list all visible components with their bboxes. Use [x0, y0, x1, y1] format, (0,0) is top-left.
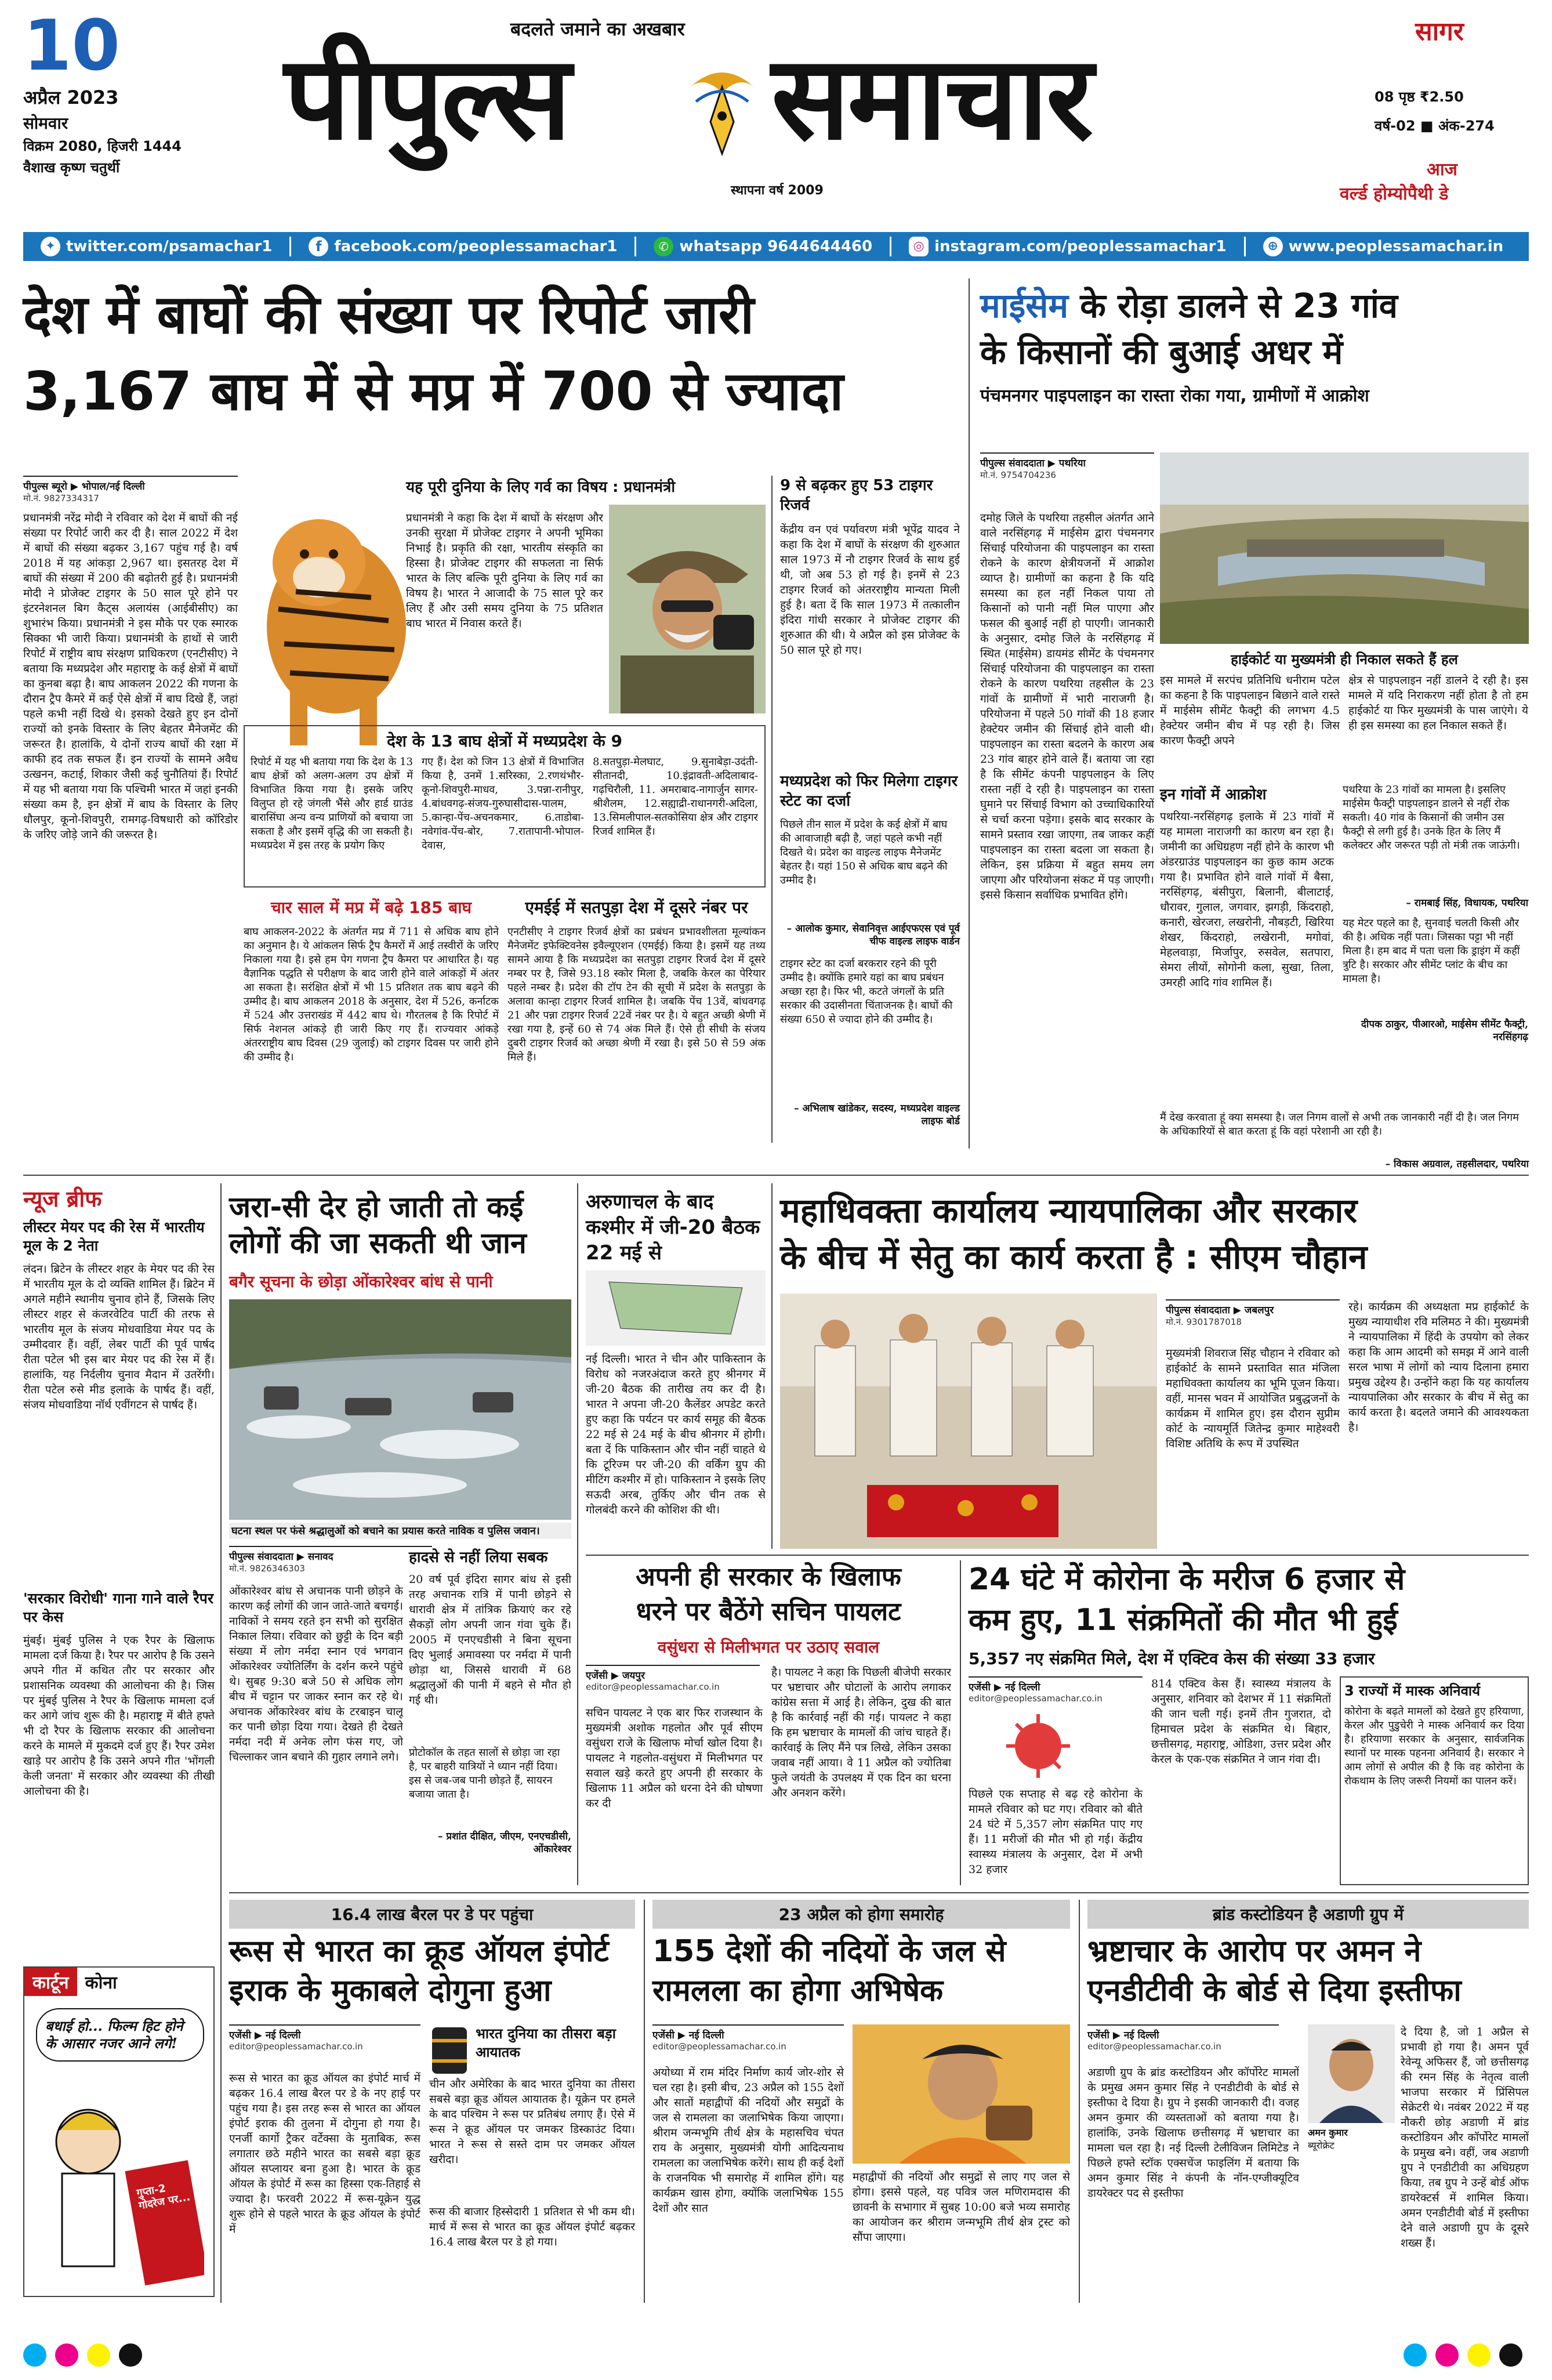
rule-rivers — [1079, 1900, 1080, 2303]
cm-mobile: मो.नं. 9301787018 — [1166, 1317, 1242, 1327]
pilot-text-1: सचिन पायलट ने एक बार फिर राजस्थान के मुख्यमंत्री अशोक गहलोत और पूर्व सीएम वसुंधरा राजे के खिलाफ मोर्चा खोल दिया है। पायलट ने गहलोत-वसुंधरा में मिलीभगत पर सवाल खड़े करते हुए अपनी ही सरकार के खिलाफ 11 अप्रैल को धरना देने की घोषणा कर दी — [586, 1707, 763, 1810]
lead-headline-2: 3,167 बाघ में से मप्र में 700 से ज्यादा — [23, 360, 844, 422]
cm-photo — [780, 1294, 1157, 1549]
weekday: सोमवार — [23, 114, 68, 133]
pilot-email: editor@peoplessamachar.co.in — [586, 1682, 720, 1692]
maisem-quote-2-by: दीपक ठाकुर, पीआरओ, माईसेम सीमेंट फैक्ट्री, नरसिंहगढ़ — [1361, 1019, 1528, 1043]
lead-byline-text: पीपुल्स ब्यूरो ▶ भोपाल/नई दिल्ली — [23, 476, 238, 492]
reg-magenta-icon-2 — [1435, 2343, 1459, 2367]
news-brief-title — [23, 1183, 215, 1213]
reg-yellow-icon — [87, 2343, 110, 2367]
social-whatsapp[interactable] — [636, 237, 891, 256]
tiger-box-text-3: 8.सतपुड़ा-मेलघाट, 9.सुनाबेड़ा-उदंती-सीतानदी, 10.इंद्रावती-अदिलाबाद-गढ़चिरौली, 11. अमराबाद-नागार्जुन सागर-श्रीशैलम, 12.सह्याद्री-राधानगरी-अदिला, 13.सिमलीपाल-सतकोसिया क्षेत्र और टाइगर रिजर्व शामिल हैं। — [593, 756, 758, 838]
issue: अंक-274 — [1438, 118, 1495, 134]
masthead — [0, 0, 1552, 232]
social-website[interactable] — [1246, 237, 1521, 256]
cartoon-corner: कोना — [85, 1973, 117, 1993]
reg-black-icon-2 — [1499, 2343, 1522, 2367]
ndtv-headline: भ्रष्टाचार के आरोप पर अमन ने एनडीटीवी के बोर्ड से दिया इस्तीफा — [1087, 1934, 1462, 2008]
maisem-headline-brand: माईसेम — [980, 286, 1069, 325]
date-block — [23, 6, 215, 177]
social-website-text: www.peoplessamachar.in — [1288, 238, 1504, 255]
pages-price: 08 पृष्ठ ₹2.50 — [1375, 89, 1464, 105]
cartoon-label: कार्टून — [24, 1968, 77, 1996]
pm-text: प्रधानमंत्री ने कहा कि देश में बाघों के संरक्षण और उनकी सुरक्षा में प्रोजेक्ट टाइगर ने अपनी भूमिका निभाई है। प्रकृति की रक्षा, भारतीय संस्कृति का हिस्सा है। प्रोजेक्ट टाइगर की सफलता ना सिर्फ भारत के लिए बल्कि पूरी दुनिया के लिए गर्व का विषय है। भारत ने आजादी के 75 साल पूरे कर लिए हैं और उसी समय दुनिया के 75 प्रतिशत बाघ भारत में निवास करते हैं। — [406, 512, 603, 630]
maisem-headline-rest: के रोड़ा डालने से 23 गांव — [1080, 286, 1398, 325]
maisem-byline — [980, 452, 1154, 481]
dam-side-text: 20 वर्ष पूर्व इंदिरा सागर बांध से इसी तरह अचानक रात्रि में पानी छोड़ने से धारावी क्षेत्र में तांत्रिक क्रियाएं कर रहे सैकड़ों लोग अपनी जान गंवा चुके हैं। 2005 में एनएचडीसी ने बिना सूचना दिए भुलाई अमावस्या पर नर्मदा में पानी छोड़ा था, जिससे धारावी में 68 श्रद्धालुओं की पानी में बहने से मौत हो गई थी। — [409, 1573, 571, 1707]
virus-icon — [986, 1711, 1090, 1781]
today-event: वर्ल्ड होम्योपैथी डे — [1340, 184, 1449, 204]
arunachal-headline: अरुणाचल के बाद कश्मीर में जी-20 बैठक 22 मई से — [586, 1190, 760, 1265]
maisem-villages-text: पथरिया-नरसिंहगढ़ इलाके में 23 गांवों में यह मामला नाराजगी का कारण बन रहा है। जमीनी का अधिग्रहण नहीं होने के कारण भी अंडरग्राउंड पाइपलाइन का कुछ काम अटक गया है। प्रभावित होने वाले गांवों में बैसा, नरसिंहगढ़, बंसीपुरा, बिलानी, बीलाटाई, धौरावर, गुलाल, जगवार, झगड़ी, किंदराहो, कनारी, खेरजरा, लखरोनी, नौबड़टी, खिरिया शेखर, किंदराहो, लखेरानी, मगोवां, मेहलवाड़ा, मिर्जापुर, रुसवेल, सतपारा, सेमरा लीयों, सोगोनी कला, सुखा, तिला, उमरही आदि गांव शामिल हैं। — [1160, 810, 1334, 989]
covid-box-text: कोरोना के बढ़ते मामलों को देखते हुए हरियाणा, केरल और पुडुचेरी ने मास्क अनिवार्य कर दिया है। हरियाणा सरकार के अनुसार, सार्वजनिक स्थानों पर मास्क पहनना अनिवार्य है। सरकार ने आम लोगों से अपील की है कि वह कोरोना के रोकथाम के लिए जरूरी नियमों का पालन करें। — [1344, 1705, 1524, 1787]
instagram-icon: ◎ — [909, 237, 929, 256]
covid-headline-1: 24 घंटे में कोरोना के मरीज 6 हजार से — [969, 1562, 1405, 1597]
brief-item1-title: लीस्टर मेयर पद की रेस में भारतीय मूल के 2 नेता — [23, 1219, 205, 1254]
maisem-headline-2: के किसानों की बुआई अधर में — [980, 332, 1343, 372]
reg-cyan-icon-2 — [1404, 2343, 1427, 2367]
maisem-quote-1: पथरिया के 23 गांवों का मामला है। इसलिए माईसेम फैक्ट्री पाइपलाइन डालने से नहीं रोक सकती। 40 गांव के किसानों की जमीन उस फैक्ट्री से लगी हुई है। उनके हित के लिए मैं कलेक्टर और जरूरत पड़ी तो मंत्री तक जाऊंगी। — [1343, 784, 1520, 852]
rivers-email: editor@peoplessamachar.co.in — [652, 2041, 786, 2052]
rivers-headline: 155 देशों की नदियों के जल से रामलला का होगा अभिषेक — [652, 1934, 1006, 2008]
rule-pilot — [960, 1560, 961, 1885]
crude-agency: एजेंसी ▶ नई दिल्ली — [229, 2024, 420, 2041]
date-month: अप्रैल 2023 — [23, 86, 119, 108]
social-facebook[interactable] — [291, 237, 636, 256]
logo-right: समाचार — [771, 31, 1092, 166]
tiger-box — [244, 725, 766, 887]
cartoon-speech: बधाई हो... फिल्म हिट होने के आसार नजर आने लगे! — [36, 2008, 204, 2062]
brief-item2-text: मुंबई। मुंबई पुलिस ने एक रैपर के खिलाफ मामला दर्ज किया है। रैपर पर आरोप है कि उसने अपने गीत में कथित तौर पर सरकार और प्रशासनिक व्यवस्था की आलोचना की है। जिस पर मुंबई पुलिस ने रैपर के खिलाफ मामला दर्ज कर आगे जांच शुरू की है। महाराष्ट्र में बीते हफ्ते भी दो रैपर के खिलाफ सरकार की आलोचना करने के मामले में मुकदमे दर्ज हुए हैं। रैपर उमेश खाड़े पर आरोप है कि उसने अपने गीत 'भोंगली केली जनता' में सरकार और व्यवस्था की तीखी आलोचना की है। — [23, 1634, 215, 1798]
ndtv-photo-name: अमन कुमार — [1308, 2127, 1348, 2138]
pilot-headline-1: अपनी ही सरकार के खिलाफ — [636, 1562, 901, 1592]
ndtv-kicker: ब्रांड कस्टोडियन है अडाणी ग्रुप में — [1087, 1900, 1529, 1929]
facebook-icon: f — [309, 237, 328, 256]
dam-side-title: हादसे से नहीं लिया सबक — [409, 1549, 548, 1566]
crude-email: editor@peoplessamachar.co.in — [229, 2041, 363, 2052]
pen-emblem-icon — [684, 52, 760, 157]
cm-headline-1: महाधिवक्ता कार्यालय न्यायपालिका और सरकार — [780, 1191, 1358, 1230]
dam-photo — [229, 1299, 571, 1520]
tiger-sub1-text: बाघ आकलन-2022 के अंतर्गत मप्र में 711 से अधिक बाघ होने का अनुमान है। ये आंकलन सिर्फ ट्रैप कैमरों में आई तस्वीरों के जरिए निकाला गया है। इसे हम पेग गणना ट्रैप कैमरा पर आधारित है। यह वैज्ञानिक पद्धति से परीक्षण के बाद जारी होने वाले आंकड़ों में अंतर आ सकता है। सरंक्षित क्षेत्रों में भी 15 प्रतिशत तक बाघ बढ़ने की उम्मीद है। बाघ आकलन 2018 के अनुसार, देश में 526, कर्नाटक में 524 और उत्तराखंड में 442 बाघ थे। गौरतलब है कि रिपोर्ट में सिर्फ नेशनल आंकड़े ही जारी किए गए हैं। राज्यवार आंकड़े अंतरराष्ट्रीय बाघ दिवस (29 जुलाई) को टाइगर दिवस पर जारी होने की उम्मीद है। — [244, 926, 499, 1063]
tiger-quote-2: टाइगर स्टेट का दर्जा बरकरार रहने की पूरी उम्मीद है। क्योंकि हमारे यहां का बाघ प्रबंधन अच्छा रहा है। फिर भी, कटते जंगलों के प्रति सरकार की उदासीनता चिंताजनक है। बाघों की संख्या 650 से ज्यादा होने की उम्मीद है। — [780, 958, 953, 1026]
pm-kicker: यह पूरी दुनिया के लिए गर्व का विषय : प्रधानमंत्री — [406, 479, 676, 496]
maisem-headline-1 — [980, 284, 1537, 327]
dam-text: ओंकारेश्वर बांध से अचानक पानी छोड़ने के कारण कई लोगों की जान जाते-जाते बचगई। नाविकों ने समय रहते इन सभी को सुरक्षित निकाल लिया। रविवार को छुट्टी के दिन बड़ी संख्या में लोग नर्मदा स्नान एवं भगवान ओंकारेश्वर ज्योतिर्लिंग के दर्शन करने पहुंचे थे। सुबह 9:30 बजे 50 से अधिक लोग बीच में चट्टान पर जाकर स्नान कर रहे थे। अचानक ओंकारेश्वर बांध के टरबाइन चालू कर पानी छोड़ा दिया गया। देखते ही देखते नर्मदा नदी में अनेक लोग फंस गए, जो चिल्लाकर जान बचाने की गुहार लगाने लगे। — [229, 1585, 403, 1763]
dam-mobile: मो.नं. 9826346303 — [229, 1563, 305, 1574]
rivers-photo — [853, 2024, 1070, 2164]
rule-bottom-row — [229, 1892, 1529, 1893]
vikram-date: विक्रम 2080, हिजरी 1444 — [23, 138, 182, 154]
tiger-sub2-title: एमईई में सतपुड़ा देश में दूसरे नंबर पर — [525, 898, 748, 917]
tiger-quote-1-by: – आलोक कुमार, सेवानिवृत्त आईएफएस एवं पूर्व चीफ वाइल्ड लाइफ वार्डन — [786, 923, 960, 947]
crude-byline — [229, 2024, 420, 2052]
logo — [273, 31, 1328, 174]
covid-headline-2: कम हुए, 11 संक्रमितों की मौत भी हुई — [969, 1603, 1398, 1638]
tiger-quote-1: पिछले तीन साल में प्रदेश के कई क्षेत्रों में बाघ की आवाजाही बढ़ी है, जहां पहले कभी नहीं दिखते थे। प्रदेश का वाइल्ड लाइफ मैनेजमेंट बेहतर है। यहां 150 से अधिक बाघ बढ़ने की उम्मीद है। — [780, 818, 948, 886]
maisem-col2: इस मामले में सरपंच प्रतिनिधि धनीराम पटेल का कहना है कि पाइपलाइन बिछाने वाले रास्ते में माईसेम सीमेंट फैक्ट्री की लगभग 4.5 हेक्टेयर जमीन बीच में पड़ रही है। जिस कारण फैक्ट्री अपने — [1160, 674, 1340, 747]
reg-cyan-icon — [23, 2343, 46, 2367]
tiger-side-text: केंद्रीय वन एवं पर्यावरण मंत्री भूपेंद्र यादव ने कहा कि देश में बाघों के संरक्षण की शुरुआत साल 1973 में नौ टाइगर रिजर्व के साथ हुई थी, जो अब 53 हो गई है। इनमें से 23 टाइगर रिजर्व को अंतरराष्ट्रीय मान्यता मिली हुई है। बता दें कि साल 1973 में तत्कालीन इंदिरा गांधी सरकार ने प्रोजेक्ट टाइगर की शुरुआत की थी। ये अप्रैल को इस प्रोजेक्ट के 50 साल पूरे हो गए। — [780, 523, 960, 657]
dam-subhead: बगैर सूचना के छोड़ा ओंकारेश्वर बांध से पानी — [229, 1272, 493, 1291]
maisem-byline-text: पीपुल्स संवाददाता ▶ पथरिया — [980, 452, 1154, 469]
reg-yellow-icon-2 — [1467, 2343, 1491, 2367]
cm-byline-text: पीपुल्स संवाददाता ▶ जबलपुर — [1166, 1299, 1340, 1316]
rule-arunachal — [771, 1183, 773, 1549]
dam-caption: घटना स्थल पर फंसे श्रद्धालुओं को बचाने का प्रयास करते नाविक व पुलिस जवान। — [229, 1523, 571, 1539]
dam-byline — [229, 1546, 432, 1574]
ndtv-photo — [1308, 2024, 1395, 2123]
dam-headline: जरा-सी देर हो जाती तो कई लोगों की जा सकती थी जान — [229, 1190, 527, 1260]
rule-main — [23, 1175, 1529, 1176]
rivers-text-1: अयोध्या में राम मंदिर निर्माण कार्य जोर-शोर से चल रहा है। इसी बीच, 23 अप्रैल को 155 देशों और सातों महाद्वीपों की नदियों और समुद्रों के जल से रामलला का जलाभिषेक किया जाएगा। श्रीराम जन्मभूमि तीर्थ क्षेत्र के महासचिव चंपत राय के अनुसार, मुख्यमंत्री योगी आदित्यनाथ रामलला का जलाभिषेक करेंगे। साथ ही कई देशों के राजनयिक भी समारोह में शामिल होंगे। यह कार्यक्रम खास होगा, क्योंकि जलाभिषेक 155 देशों और सात — [652, 2066, 844, 2215]
social-instagram[interactable] — [891, 237, 1245, 256]
dam-quote-by: – प्रशांत दीक्षित, जीएम, एनएचडीसी, ओंकारेश्वर — [438, 1831, 571, 1855]
reg-magenta-icon — [55, 2343, 78, 2367]
rule-dam — [577, 1183, 578, 1885]
crude-text-2: चीन और अमेरिका के बाद भारत दुनिया का तीसरा सबसे बड़ा क्रूड ऑयल आयातक है। यूक्रेन पर हमले के बाद पश्चिम ने रूस पर प्रतिबंध लगाए हैं। ऐसे में रूस ने क्रूड ऑयल पर जमकर डिस्काउंट दिया। भारत ने रूस से सस्ते दाम पर जमकर ऑयल खरीदा। — [429, 2078, 635, 2166]
social-whatsapp-text: whatsapp 9644644460 — [679, 238, 873, 255]
rule-tiger-side — [771, 476, 773, 1143]
twitter-icon: ✦ — [41, 237, 60, 256]
date-number: 10 — [23, 6, 120, 86]
maisem-col1: दमोह जिले के पथरिया तहसील अंतर्गत आने वाले नरसिंहगढ़ में माईसेम द्वारा पंचमनगर सिंचाई परियोजना की पाइपलाइन का रास्ता रोकने के कारण क्षेत्रीयजनों में आक्रोश व्याप्त है। ग्रामीणों का कहना है कि यदि समस्या का हल नहीं निकल पाया तो किसानों को पानी नहीं मिल पाएगा और फसल की बुआई नहीं हो पाएगी। जानकारी के अनुसार, दमोह जिले के नरसिंहगढ़ में स्थित (माईसेम) डायमंड सीमेंट के पंचमनगर सिंचाई परियोजना की पाइपलाइन का रास्ता रोकने के कारण पथरिया तहसील के 23 गांवों के ग्रामीणों में भारी नाराजगी है। परियोजना में पहले 50 गांवों की 18 हजार हेक्टेयर जमीन की सिंचाई होने वाली थी। पाइपलाइन का रास्ता बदलने के कारण अब 23 गांव बाहर होने वाले हैं। बताया जा रहा है कि सीमेंट कंपनी पाइपलाइन के लिए रास्ता नहीं दे रही है। पाइपलाइन का रास्ता घुमाने पर सिंचाई विभाग को उच्चाधिकारियों से चर्चा करना पड़ेगा। इसके बाद सरकार के सामने प्रस्ताव रखा जाएगा, तब जाकर कहीं पाइपलाइन का रास्ता बदला जा सकता है। लेकिन, इस प्रक्रिया में बहुत समय लग जाएगा और परियोजना संकट में पड़ जाएगी। इससे किसान सर्वाधिक प्रभावित होंगे। — [980, 512, 1154, 901]
ndtv-text-1: अडाणी ग्रुप के ब्रांड कस्टोडियन और कॉर्पोरेट मामलों के प्रमुख अमन कुमार सिंह ने एनडीटीवी के बोर्ड से इस्तीफा दे दिया है। ग्रुप ने इसकी जानकारी दी। वजह अमन कुमार की व्यस्तताओं को बताया गया है। हालांकि, उनके खिलाफ छत्तीसगढ़ में भ्रष्टाचार का मामला चल रहा है। नई दिल्ली टेलीविजन लिमिटेड ने पिछले हफ्ते स्टॉक एक्सचेंज फाइलिंग में बताया कि अमन कुमार सिंह ने कंपनी के नॉन-एग्जीक्यूटिव डायरेक्टर पद से इस्तीफा — [1087, 2066, 1299, 2200]
tiger-box-text-2: गए हैं। देश को जिन 13 क्षेत्रों में विभाजित किया है, उनमें 1.सरिस्का, 2.रणथंभौर-कूनो-शिवपुरी-माधव, 3.पन्ना-रानीपुर, 4.बांधवगढ़-संजय-गुरुघासीदास-पालम, 5.कान्हा-पेंच-अचनकमार, 6.ताडोबा-नवेगांव-पेंच-बोर, 7.रातापानी-भोपाल-देवास, — [422, 756, 584, 852]
covid-byline — [969, 1676, 1143, 1704]
pilot-byline — [586, 1665, 760, 1692]
arunachal-text: नई दिल्ली। भारत ने चीन और पाकिस्तान के विरोध को नजरअंदाज करते हुए श्रीनगर में जी-20 बैठक की तारीख तय कर दी है। भारत ने अपना जी-20 कैलेंडर अपडेट करते हुए कहा कि पर्यटन पर कार्य समूह की बैठक 22 मई से 24 मई के बीच श्रीनगर में होगी। बता दें कि पाकिस्तान और चीन नहीं चाहते थे कि टूरिज्म पर जी-20 की वर्किंग ग्रुप की मीटिंग कश्मीर में हो। पाकिस्तान ने इसके लिए सऊदी अरब, तुर्किए और चीन तक से गोलबंदी करने की कोशिश की थी। — [586, 1353, 766, 1516]
tiger-box-title: देश के 13 बाघ क्षेत्रों में मध्यप्रदेश के 9 — [386, 731, 623, 751]
news-brief-label: न्यूज ब्रीफ — [23, 1186, 102, 1212]
social-bar — [23, 232, 1529, 261]
cm-text-1: मुख्यमंत्री शिवराज सिंह चौहान ने रविवार को हाईकोर्ट के सामने प्रस्तावित सात मंजिला महाधिवक्ता कार्यालय का भूमि पूजन किया। वहीं, मानस भवन में आयोजित प्रबुद्धजनों के कार्यक्रम में शामिल हुए। इस दौरान सुप्रीम कोर्ट के न्यायमूर्ति जितेन्द्र कुमार माहेश्वरी विशिष्ट अतिथि के रूप में उपस्थित — [1166, 1347, 1340, 1450]
tiger-side-title: 9 से बढ़कर हुए 53 टाइगर रिजर्व — [780, 477, 933, 514]
rivers-text-2: महाद्वीपों की नदियों और समुद्रों से लाए गए जल से होगा। इससे पहले, यह पवित्र जल मणिरामदास की छावनी के सभागार में सुबह 10:00 बजे भव्य समारोह का आयोजन कर श्रीराम जन्मभूमि तीर्थ क्षेत्र ट्रस्ट को सौंपा जाएगा। — [853, 2171, 1070, 2244]
covid-subhead: 5,357 नए संक्रमित मिले, देश में एक्टिव केस की संख्या 33 हजार — [969, 1649, 1375, 1668]
ndtv-email: editor@peoplessamachar.co.in — [1087, 2041, 1221, 2052]
maisem-quote-1-by: – रामबाई सिंह, विधायक, पथरिया — [1406, 897, 1528, 909]
ndtv-photo-caption — [1308, 2126, 1395, 2151]
edition: सागर — [1415, 17, 1464, 46]
covid-box — [1340, 1676, 1529, 1885]
pilot-headline-2: धरने पर बैठेंगे सचिन पायलट — [636, 1597, 901, 1626]
pm-photo — [609, 505, 766, 713]
today-label: आज — [1427, 160, 1457, 180]
cm-text-2: रहे। कार्यक्रम की अध्यक्षता मप्र हाईकोर्ट के मुख्य न्यायाधीश रवि मलिमठ ने की। मुख्यमंत्री ने न्यायपालिका में हिंदी के उपयोग को लेकर कहा कि आम आदमी को समझ में आने वाली सरल भाषा में लोगों को न्याय दिलाना हमारा प्रमुख उद्देश्य है। उन्होंने कहा कि यह कार्यालय न्यायपालिका और सरकार के बीच में सेतु का कार्य करता है। बदलते जमाने की आवश्यकता है। — [1348, 1301, 1529, 1434]
whatsapp-icon: ✆ — [654, 237, 673, 256]
tiger-quote-2-by: – अभिलाष खांडेकर, सदस्य, मध्यप्रदेश वाइल्ड लाइफ बोर्ड — [794, 1103, 960, 1127]
ndtv-text-2: दे दिया है, जो 1 अप्रैल से प्रभावी हो गया है। अमन पूर्व रेवेन्यू अफिसर हैं, जो छत्तीसगढ़ की रमन सिंह के नेतृत्व वाली भाजपा सरकार में प्रिंसिपल सेक्रेटरी थे। नवंबर 2022 में यह नौकरी छोड़ अडाणी में ब्रांड कस्टोडियन और कॉर्पोरेट मामलों के प्रमुख बने। वहीं, जब अडाणी ग्रुप ने एनडीटीवी का अधिग्रहण किया, तब ग्रुप ने उन्हें बोर्ड ऑफ डायरेक्टर्स में शामिल किया। अमन एनडीटीवी बोर्ड में इस्तीफा देने वाले अडाणी ग्रुप के दूसरे शख्स हैं। — [1401, 2026, 1529, 2249]
maisem-villages-title: इन गांवों में आक्रोश — [1160, 786, 1267, 803]
volume-issue: वर्ष-02 ■ अंक-274 — [1375, 118, 1495, 134]
social-instagram-text: instagram.com/peoplessamachar1 — [934, 238, 1227, 255]
tagline: बदलते जमाने का अखबार — [510, 18, 685, 40]
oil-barrel-icon — [429, 2024, 470, 2077]
tiger-sub1-title: चार साल में मप्र में बढ़े 185 बाघ — [270, 898, 472, 917]
social-facebook-text: facebook.com/peoplessamachar1 — [334, 238, 618, 255]
cm-headline-2: के बीच में सेतु का कार्य करता है : सीएम चौहान — [780, 1237, 1368, 1277]
maisem-photo-caption: हाईकोर्ट या मुख्यमंत्री ही निकाल सकते हैं हल — [1231, 651, 1458, 668]
covid-box-title: 3 राज्यों में मास्क अनिवार्य — [1344, 1683, 1481, 1699]
logo-left: पीपुल्स — [284, 31, 569, 166]
tiger-sub2-text: एनटीसीए ने टाइगर रिजर्व क्षेत्रों का प्रबंधन प्रभावशीलता मूल्यांकन मैनेजमेंट इफेक्टिवनेस इवैल्यूएशन (एमईई) किया है। इसमें यह तथ्य सामने आया है कि मध्यप्रदेश का सतपुड़ा टाइगर रिजर्व देश में दूसरे नम्बर पर है, जिसे 93.18 स्कोर मिला है, जबकि केरल का पेरियार पहले नम्बर है। प्रदेश की टॉप टेन की सूची में प्रदेश के सतपुड़ा के अलावा कान्हा टाइगर रिजर्व शामिल है। जबकि पेंच 13वें, बांधवगढ़ 21 और पन्ना टाइगर रिजर्व 22वें नंबर पर है। ये बहुत अच्छी श्रेणी में रखा गया है, इन्हें 60 से 74 अंक मिले हैं। ऐसे ही सीधी के संजय दुबरी टाइगर रिजर्व को अच्छा श्रेणी में रखा है। इसे 50 से 59 अंक मिले हैं। — [507, 926, 766, 1063]
tiger-side-sub: मध्यप्रदेश को फिर मिलेगा टाइगर स्टेट का दर्जा — [780, 773, 958, 810]
brief-item1-text: लंदन। ब्रिटेन के लीस्टर शहर के मेयर पद की रेस में भारतीय मूल के दो व्यक्ति शामिल हैं। ब्रिटेन में अगले महीने स्थानीय चुनाव होने हैं, जिसके लिए लीस्टर शहर से कंजरवेटिव पार्टी की तरफ से भारतीय मूल के संजय मोधवाडिया मेयर पद के उम्मीदवार हैं। वहीं, लेबर पार्टी की पूर्व पार्षद रीता पटेल भी इस बार मेयर पद की रेस में हैं। हालांकि, यह निर्दलीय चुनाव मैदान में उतरेंगी। रीता पटेल रुसे मीड इलाके के पार्षद हैं। वहीं, संजय मोधवाडिया नॉर्थ एवींगटन से पार्षद हैं। — [23, 1263, 215, 1411]
covid-email: editor@peoplessamachar.co.in — [969, 1693, 1103, 1704]
vaishakh-date: वैशाख कृष्ण चतुर्थी — [23, 160, 120, 176]
social-twitter[interactable] — [23, 237, 291, 256]
maisem-col3: क्षेत्र से पाइपलाइन नहीं डालने दे रही है। इस मामले में यदि निराकरण नहीं होता है तो हम हाईकोर्ट या फिर मुख्यमंत्री के पास जाएंगे। ये ही इस समस्या का हल निकाल सकते हैं। — [1348, 674, 1528, 732]
maisem-quote-3: मैं देख करवाता हूं क्या समस्या है। जल निगम वालों से अभी तक जानकारी नहीं दी है। जल निगम के अधिकारियों से बात करता हूं कि वहां परेशानी आ रही है। — [1160, 1111, 1519, 1138]
rule-brief — [220, 1183, 222, 2303]
maisem-photo — [1160, 452, 1529, 644]
crude-text-3: रूस की बाजार हिस्सेदारी 1 प्रतिशत से भी कम थी। मार्च में रूस से भारत का क्रूड ऑयल इंपोर्ट बढ़कर 16.4 लाख बैरल पर डे हो गया। — [429, 2205, 635, 2248]
crude-text-1: रूस से भारत का क्रूड ऑयल का इंपोर्ट मार्च में बढ़कर 16.4 लाख बैरल पर डे के नए हाई पर पहुंच गया है। इस तरह रूस से भारत का ऑयल इंपोर्ट इराक की तुलना में दोगुना हो गया है। एनर्जी कार्गो ट्रैकर वर्टेक्सा के मुताबिक, रूस लगातार छठे महीने भारत का सबसे बड़ा क्रूड ऑयल सप्लायर बना हुआ है। भारत के क्रूड ऑयल के इंपोर्ट में रूस का हिस्सा एक-तिहाई से ज्यादा है। फरवरी 2022 में रूस-यूक्रेन युद्ध शुरू होने से पहले भारत के क्रूड ऑयल के इंपोर्ट में — [229, 2072, 420, 2236]
crude-side-title: भारत दुनिया का तीसरा बड़ा आयातक — [476, 2026, 616, 2060]
rule-cm-bottom — [586, 1555, 1529, 1556]
tiger-box-text-1: रिपोर्ट में यह भी बताया गया कि देश के 13 बाघ क्षेत्रों को अलग-अलग उप क्षेत्रों में विभाजित किया गया है। इसके जरिए विलुप्त हो रहे जंगली भैंसे और हार्ड ग्राउंड बारासिंघा अन्य वन्य प्राणियों को बचाया जा सकता है और इसमें वृद्धि की जा सकती है। मध्यप्रदेश में इस तरह के प्रयोग किए — [251, 756, 413, 852]
cm-byline — [1166, 1299, 1340, 1328]
maisem-subhead: पंचमनगर पाइपलाइन का रास्ता रोका गया, ग्रामीणों में आक्रोश — [980, 386, 1369, 406]
rule-crude — [644, 1900, 645, 2303]
lead-byline — [23, 476, 238, 504]
tiger-photo — [244, 476, 418, 748]
arunachal-map — [586, 1270, 766, 1346]
dam-quote: प्रोटोकॉल के तहत सालों से छोड़ा जा रहा है, पर बाहरी यात्रियों ने ध्यान नहीं दिया। इस से जब-जब पानी छोड़ते हैं, सायरन बजाया जाता है। — [409, 1747, 560, 1801]
globe-icon: ⊕ — [1263, 237, 1283, 256]
crude-headline: रूस से भारत का क्रूड ऑयल इंपोर्ट इराक के मुकाबले दोगुना हुआ — [229, 1934, 609, 2008]
rivers-kicker: 23 अप्रैल को होगा समारोह — [652, 1900, 1070, 1929]
color-registration-right — [1404, 2343, 1531, 2372]
ndtv-agency: एजेंसी ▶ नई दिल्ली — [1087, 2024, 1279, 2041]
cartoon-header — [24, 1968, 213, 1996]
pilot-text-2: है। पायलट ने कहा कि पिछली बीजेपी सरकार पर भ्रष्टाचार और घोटालों के आरोप लगाकर कांग्रेस सत्ता में आई है। लेकिन, दुख की बात है कि कार्रवाई नहीं की गई। पायलट ने कहा कि हम भ्रष्टाचार के मामलों की जांच चाहते हैं। कार्रवाई के लिए मैंने पत्र लिखे, लेकिन उसका जवाब नहीं आया। वे 11 अप्रैल को ज्योतिबा फुले जयंती के उपलक्ष्य में एक दिन का धरना और अनशन करेंगे। — [771, 1666, 951, 1799]
crude-kicker: 16.4 लाख बैरल पर डे पर पहुंचा — [229, 1900, 635, 1929]
covid-text-1: पिछले एक सप्ताह से बढ़ रहे कोरोना के मामले रविवार को घट गए। रविवार को बीते 24 घंटे में 5,357 लोग संक्रमित पाए गए हैं। 11 मरीजों की मौत भी हो गई। केंद्रीय स्वास्थ्य मंत्रालय के अनुसार, देश में अभी 32 हजार — [969, 1788, 1143, 1876]
maisem-quote-3-by: – विकास अग्रवाल, तहसीलदार, पथरिया — [1385, 1158, 1529, 1170]
lead-col1: प्रधानमंत्री नरेंद्र मोदी ने रविवार को देश में बाघों की नई संख्या पर रिपोर्ट जारी कर दी है। साल 2022 में देश में बाघों की संख्या बढ़कर 3,167 पहुंच गई है। वर्ष 2018 में यह आंकड़ा 2,967 था। इसतरह देश में बाघों की संख्या में 200 की बढ़ोतरी हुई है। प्रधानमंत्री मोदी ने प्रोजेक्ट टाइगर के 50 साल पूरे होने पर इंटरनेशनल बिग कैट्स अलायंस (आईबीसीए) का शुभारंभ किया। प्रधानमंत्री ने इस मौके पर एक स्मारक सिक्का भी जारी किया। प्रधानमंत्री के हाथों से जारी रिपोर्ट में राष्ट्रीय बाघ संरक्षण प्राधिकरण (एनटीसीए) ने बताया कि मध्यप्रदेश और महाराष्ट्र के कई क्षेत्रों में बाघों का कुनबा बढ़ा है। बाघ आकलन 2022 की गणना के दौरान ट्रैप कैमरे में कई ऐसे क्षेत्रों में बाघ दिखे हैं, जहां पहले कभी नहीं दिखे थे। इसको देखते हुए इन दोनों राज्यों को इनके विस्तार के लिए बेहतर मैनेजमेंट की जरूरत है। हालांकि, ये दोनों राज्य बाघों की रक्षा में काफी हद तक सफल हैं। इन राज्यों के सामने अवैध उत्खनन, कटाई, शिकार जैसी कई चुनौतियां हैं। रिपोर्ट में यह भी बताया गया कि पश्चिमी भारत में जहां इनकी संख्या कम है, इन क्षेत्रों में बाघ के विस्तार के लिए धौलपुर, कूनो-शिवपुरी, रामगढ़-विषधारी को कॉरिडोर के जरिए जोड़े जाने की जरूरत है। — [23, 512, 238, 841]
maisem-mobile: मो.नं. 9754704236 — [980, 470, 1056, 480]
dam-byline-text: पीपुल्स संवाददाता ▶ सनावद — [229, 1546, 432, 1563]
reg-black-icon — [119, 2343, 142, 2367]
ndtv-photo-role: ब्यूरोक्रेट — [1308, 2140, 1335, 2151]
rivers-agency: एजेंसी ▶ नई दिल्ली — [652, 2024, 844, 2041]
rule-lead-right — [969, 278, 970, 1149]
pilot-agency: एजेंसी ▶ जयपुर — [586, 1665, 760, 1682]
cartoon-sign: गुप्ता-2 गोदरेज पर... — [135, 2182, 191, 2212]
maisem-quote-2: यह मेटर पहले का है, सुनवाई चलती किसी और की है। अधिक नहीं पता। जिसका पट्टा भी नहीं मिला है। हम बाद में पता चला कि ड्राइंग में कहीं त्रुटि है। सरकार और सीमेंट प्लांट के बीच का मामला है। — [1343, 917, 1520, 985]
covid-agency: एजेंसी ▶ नई दिल्ली — [969, 1676, 1143, 1693]
volume: वर्ष-02 — [1375, 118, 1416, 134]
lead-mobile: मो.नं. 9827334317 — [23, 493, 99, 503]
covid-text-2: 814 एक्टिव केस हैं। स्वास्थ्य मंत्रालय के अनुसार, शनिवार को देशभर में 11 संक्रमितों की जान चली गई। इनमें तीन गुजरात, दो हिमाचल प्रदेश के संक्रमित थे। बिहार, छत्तीसगढ़, महाराष्ट्र, ओडिशा, उत्तर प्रदेश और केरल के एक-एक संक्रमित ने जान गंवा दी। — [1151, 1678, 1331, 1766]
rivers-byline — [652, 2024, 844, 2052]
cartoon-box — [23, 1966, 215, 2297]
pilot-subhead: वसुंधरा से मिलीभगत पर उठाए सवाल — [657, 1638, 880, 1657]
founded: स्थापना वर्ष 2009 — [731, 183, 824, 198]
lead-headline-1: देश में बाघों की संख्या पर रिपोर्ट जारी — [23, 284, 755, 346]
color-registration-left — [23, 2343, 197, 2372]
social-twitter-text: twitter.com/psamachar1 — [66, 238, 273, 255]
brief-item2-title: 'सरकार विरोधी' गाना गाने वाले रैपर पर केस — [23, 1590, 214, 1625]
ndtv-byline — [1087, 2024, 1279, 2052]
